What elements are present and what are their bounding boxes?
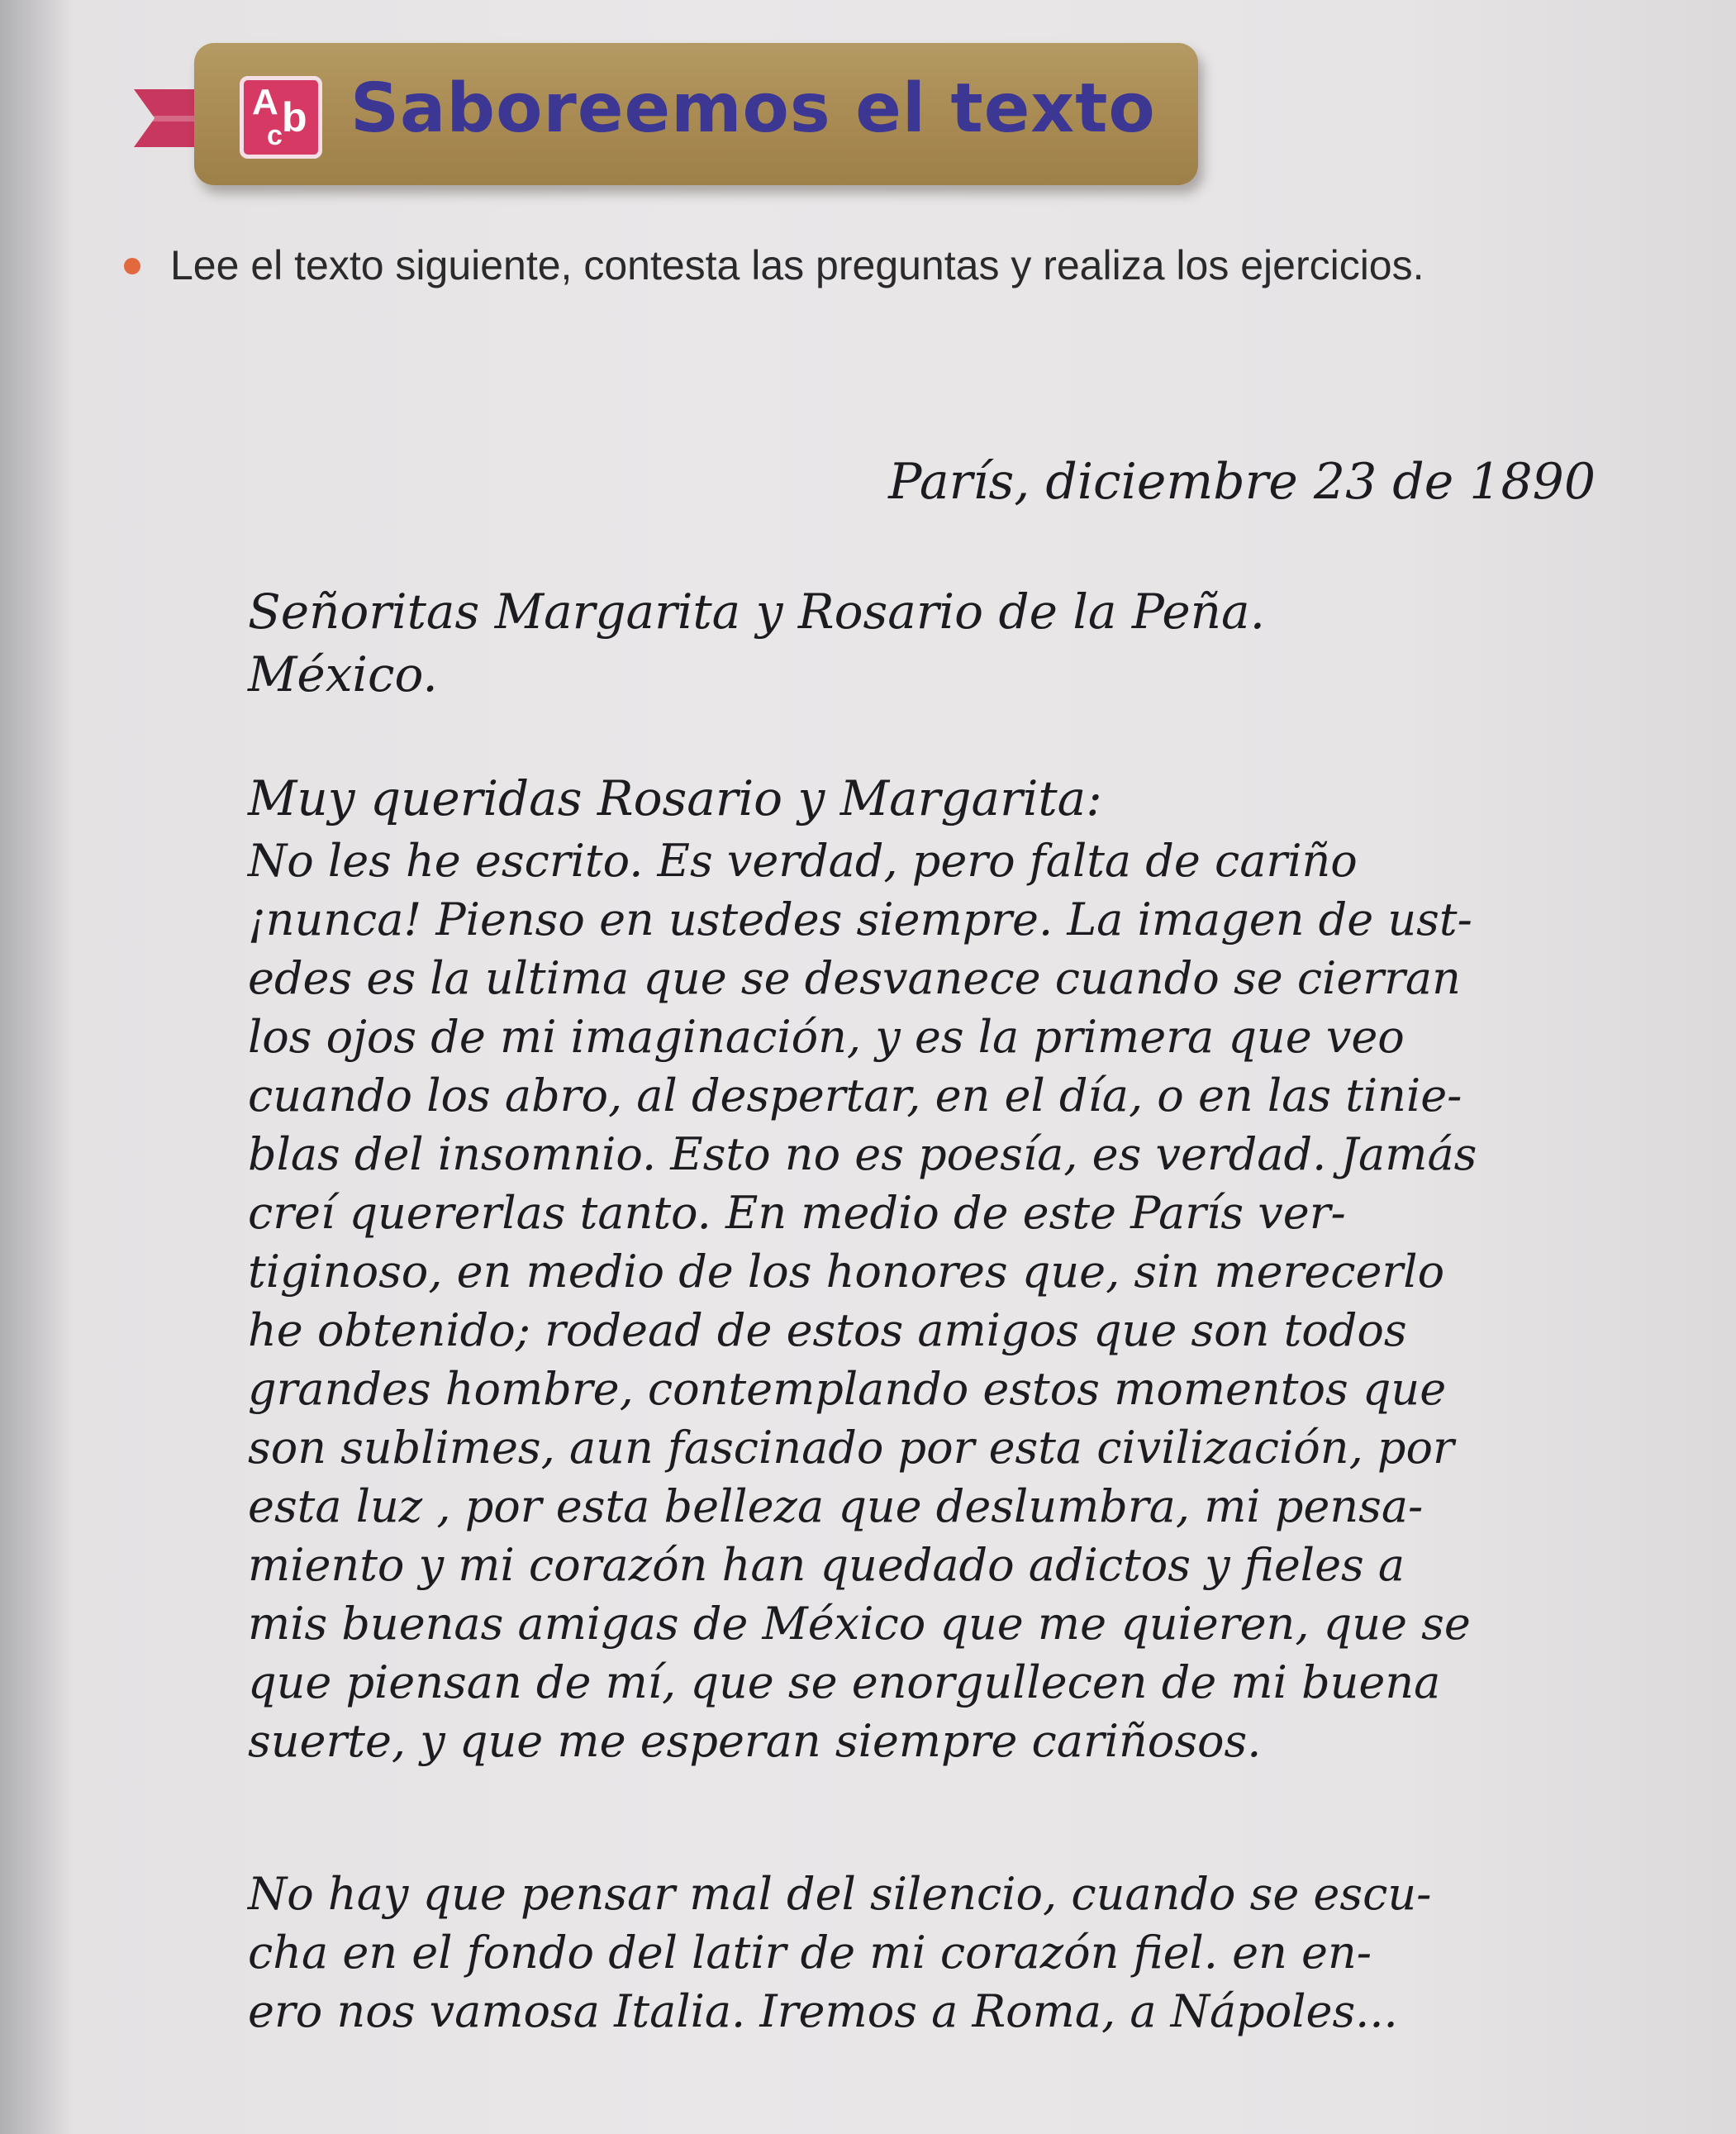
letter-greeting: Muy queridas Rosario y Margarita:: [248, 770, 1102, 826]
section-title: Saboreemos el texto: [350, 69, 1156, 148]
paragraph-line: mis buenas amigas de México que me quieren, que se: [248, 1598, 1471, 1650]
paragraph-line: los ojos de mi imaginación, y es la primera que veo: [248, 1011, 1405, 1063]
paragraph-line: que piensan de mí, que se enorgullecen de mi buena: [248, 1656, 1441, 1708]
bullet-icon: [124, 258, 140, 274]
paragraph-line: grandes hombre, contemplando estos momentos que: [248, 1363, 1447, 1415]
letter-recipient-line: Señoritas Margarita y Rosario de la Peña.: [248, 584, 1266, 640]
icon-letter-a: A: [252, 82, 278, 122]
paragraph-line: No hay que pensar mal del silencio, cuando se escu-: [248, 1868, 1432, 1920]
paragraph-line: blas del insomnio. Esto no es poesía, es verdad. Jamás: [248, 1128, 1477, 1180]
letter-recipient-line: México.: [248, 646, 438, 703]
paragraph-line: creí quererlas tanto. En medio de este París ver-: [248, 1187, 1346, 1239]
instruction-text: Lee el texto siguiente, contesta las preguntas y realiza los ejercicios.: [170, 242, 1424, 288]
paragraph-line: esta luz , por esta belleza que deslumbra, mi pensa-: [248, 1480, 1424, 1532]
abc-icon: [240, 76, 322, 159]
icon-letter-b: b: [282, 94, 307, 141]
paragraph-line: ¡nunca! Pienso en ustedes siempre. La imagen de ust-: [248, 893, 1472, 946]
paragraph-line: son sublimes, aun fascinado por esta civilización, por: [248, 1422, 1454, 1474]
letter-paragraph-1: [248, 831, 1586, 1770]
paragraph-line: he obtenido; rodead de estos amigos que son todos: [248, 1304, 1407, 1356]
paragraph-line: tiginoso, en medio de los honores que, sin merecerlo: [248, 1246, 1445, 1298]
paragraph-line: cuando los abro, al despertar, en el día, o en las tinie-: [248, 1069, 1463, 1122]
paragraph-line: ero nos vamosa Italia. Iremos a Roma, a Nápoles...: [248, 1985, 1398, 2037]
paragraph-line: No les he escrito. Es verdad, pero falta de cariño: [248, 835, 1358, 887]
page-gutter-shadow: [0, 0, 74, 2134]
paragraph-line: miento y mi corazón han quedado adictos y fieles a: [248, 1539, 1405, 1591]
paragraph-line: suerte, y que me esperan siempre cariñosos.: [248, 1715, 1262, 1767]
letter-paragraph-2: [248, 1865, 1586, 2041]
icon-letter-c: c: [267, 120, 283, 151]
letter-date: París, diciembre 23 de 1890: [888, 453, 1596, 511]
paragraph-line: cha en el fondo del latir de mi corazón fiel. en en-: [248, 1927, 1372, 1979]
paragraph-line: edes es la ultima que se desvanece cuando se cierran: [248, 952, 1461, 1004]
